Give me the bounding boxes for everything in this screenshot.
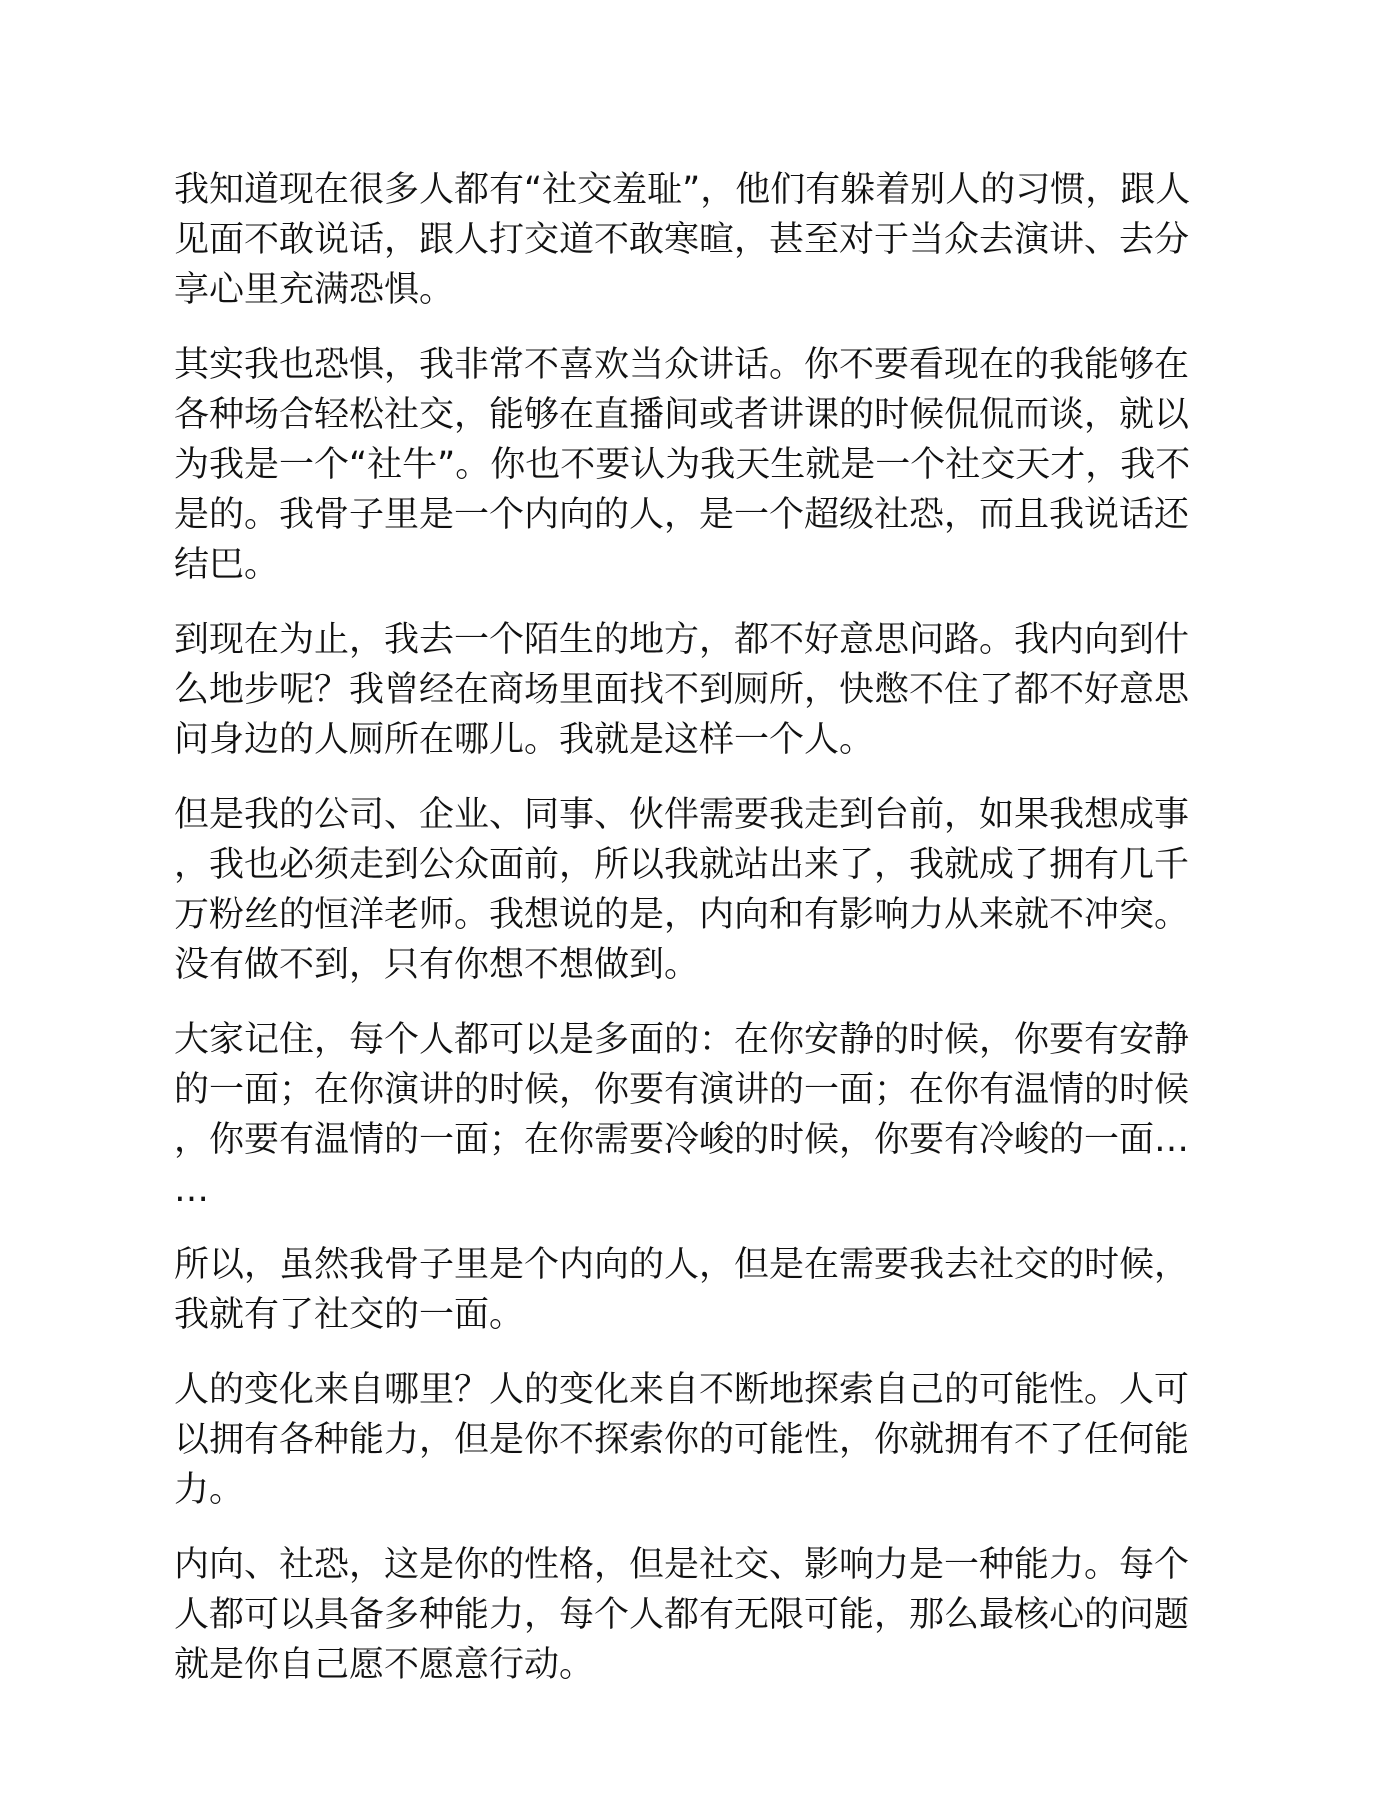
paragraph-8: 内向、社恐，这是你的性格，但是社交、影响力是一种能力。每个人都可以具备多种能力，每个人都有无限可能，那么最核心的问题就是你自己愿不愿意行动。 [174, 1545, 1190, 1685]
paragraph-3: 到现在为止，我去一个陌生的地方，都不好意思问路。我内向到什么地步呢？我曾经在商场里面找不到厕所，快憋不住了都不好意思问身边的人厕所在哪儿。我就是这样一个人。 [174, 620, 1190, 760]
paragraph-7: 人的变化来自哪里？人的变化来自不断地探索自己的可能性。人可以拥有各种能力，但是你不探索你的可能性，你就拥有不了任何能力。 [174, 1370, 1190, 1510]
paragraph-4: 但是我的公司、企业、同事、伙伴需要我走到台前，如果我想成事，我也必须走到公众面前，所以我就站出来了，我就成了拥有几千万粉丝的恒洋老师。我想说的是，内向和有影响力从来就不冲突。没有做不到，只有你想不想做到。 [174, 795, 1190, 985]
document-body [174, 165, 1204, 1715]
paragraph-6: 所以，虽然我骨子里是个内向的人，但是在需要我去社交的时候，我就有了社交的一面。 [174, 1245, 1190, 1335]
paragraph-1: 我知道现在很多人都有“社交羞耻”，他们有躲着别人的习惯，跟人见面不敢说话，跟人打交道不敢寒暄，甚至对于当众去演讲、去分享心里充满恐惧。 [174, 170, 1191, 310]
paragraph-2: 其实我也恐惧，我非常不喜欢当众讲话。你不要看现在的我能够在各种场合轻松社交，能够在直播间或者讲课的时候侃侃而谈，就以为我是一个“社牛”。你也不要认为我天生就是一个社交天才，我不是的。我骨子里是一个内向的人，是一个超级社恐，而且我说话还结巴。 [174, 345, 1191, 585]
paragraph-5: 大家记住，每个人都可以是多面的：在你安静的时候，你要有安静的一面；在你演讲的时候，你要有演讲的一面；在你有温情的时候，你要有温情的一面；在你需要冷峻的时候，你要有冷峻的一面…… [174, 1020, 1190, 1210]
